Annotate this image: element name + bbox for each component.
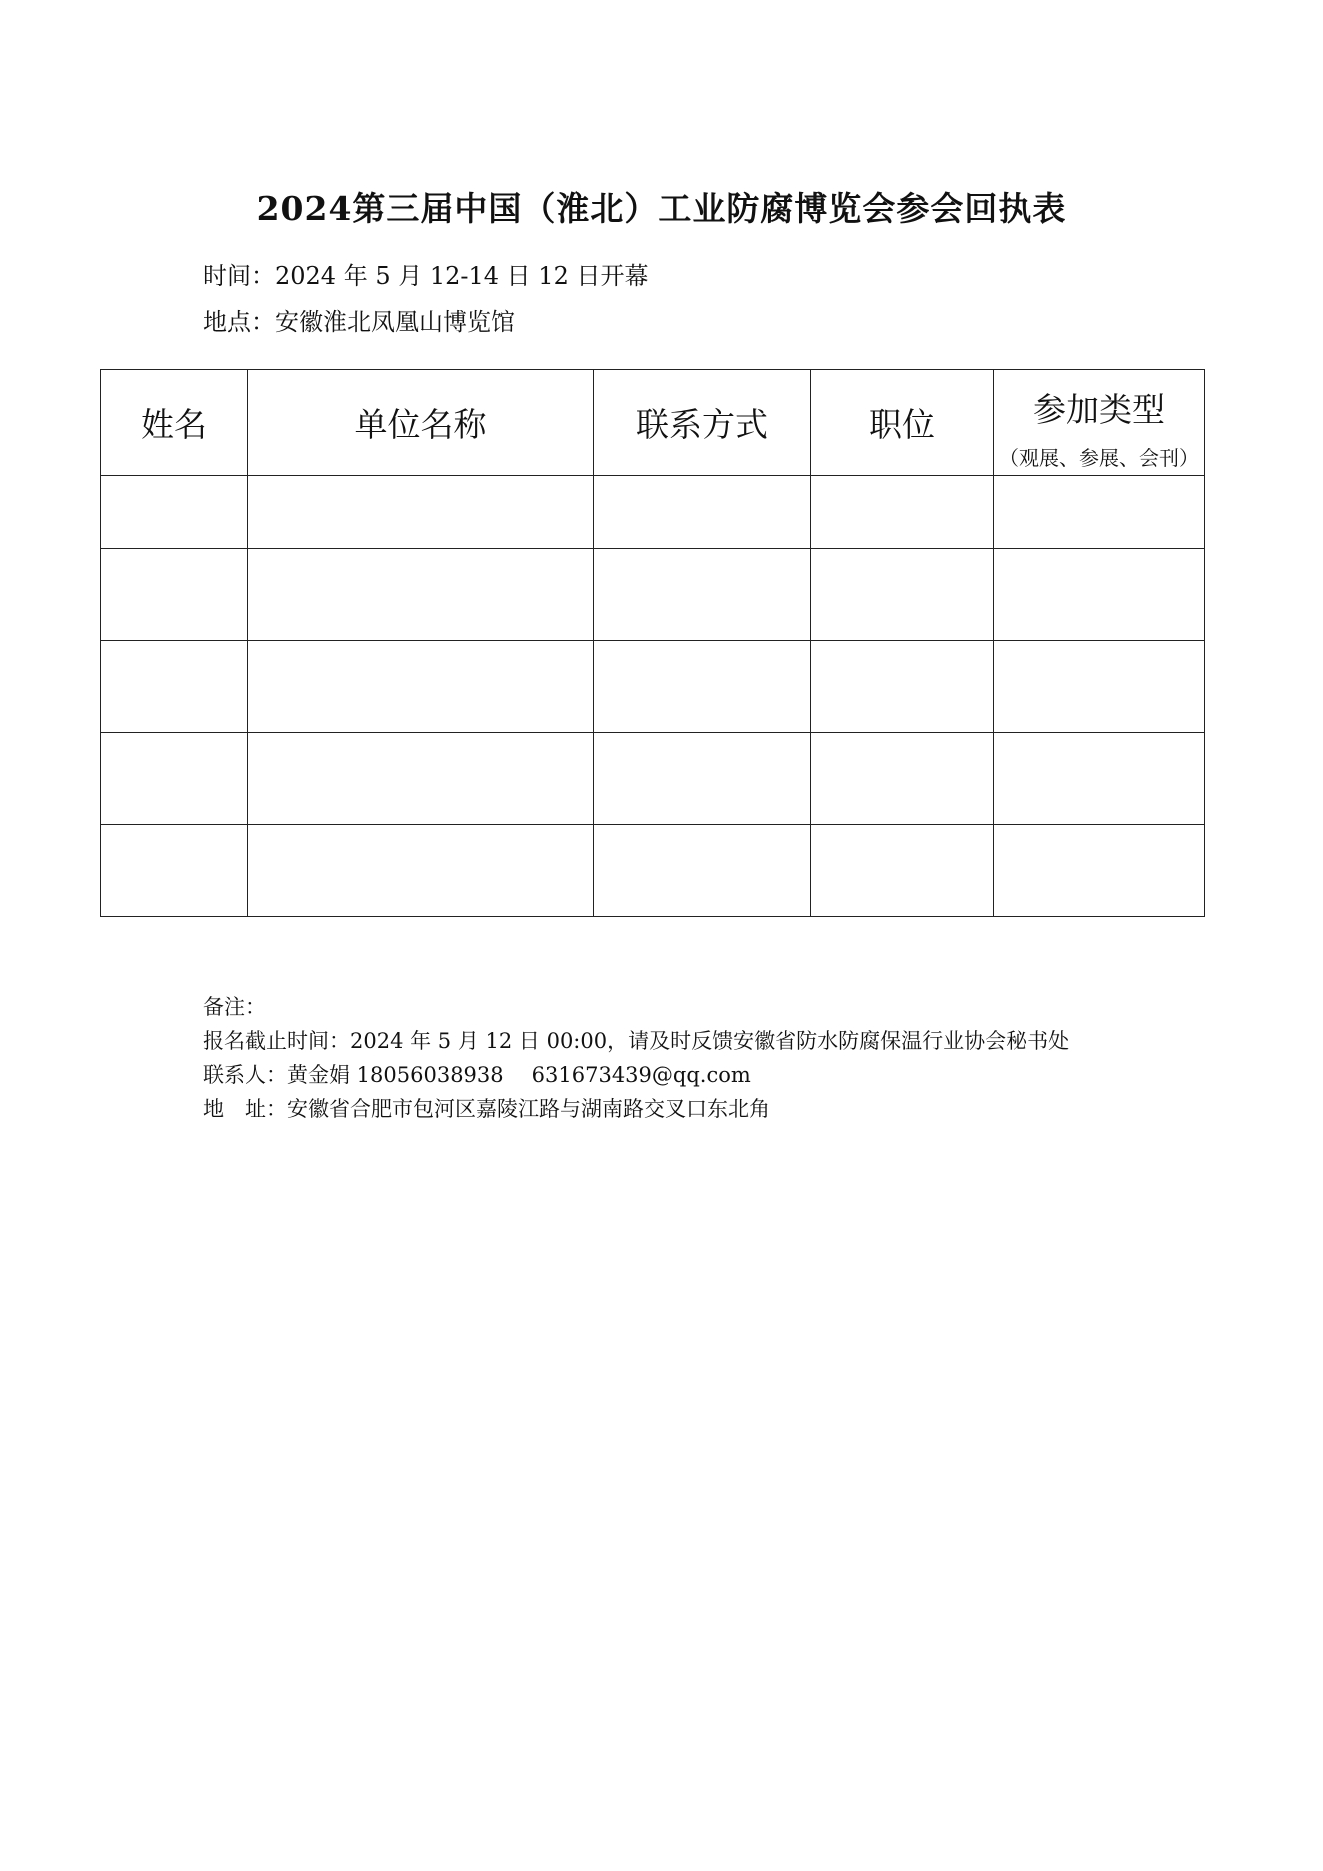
- cell-type[interactable]: [994, 733, 1205, 825]
- notes-section: [203, 990, 1069, 1126]
- cell-type[interactable]: [994, 641, 1205, 733]
- cell-contact[interactable]: [594, 733, 811, 825]
- header-type-label: 参加类型: [1033, 390, 1165, 429]
- cell-contact[interactable]: [594, 549, 811, 641]
- cell-type[interactable]: [994, 825, 1205, 917]
- cell-name[interactable]: [101, 825, 248, 917]
- cell-name[interactable]: [101, 549, 248, 641]
- table-row: [101, 549, 1205, 641]
- cell-type[interactable]: [994, 476, 1205, 549]
- table-header-row: [101, 370, 1205, 476]
- notes-deadline: 报名截止时间：2024 年 5 月 12 日 00:00，请及时反馈安徽省防水防腐保温行业协会秘书处: [203, 1029, 1070, 1053]
- registration-table: [100, 369, 1205, 917]
- cell-name[interactable]: [101, 641, 248, 733]
- table-row: [101, 641, 1205, 733]
- cell-name[interactable]: [101, 733, 248, 825]
- cell-contact[interactable]: [594, 476, 811, 549]
- notes-contact: [203, 1058, 1069, 1092]
- header-type: [994, 370, 1205, 476]
- event-time: 时间：2024 年 5 月 12-14 日 12 日开幕: [203, 262, 649, 290]
- notes-address: 地 址：安徽省合肥市包河区嘉陵江路与湖南路交叉口东北角: [203, 1097, 770, 1121]
- cell-unit[interactable]: [248, 825, 594, 917]
- notes-heading: 备注：: [203, 995, 266, 1019]
- table-row: [101, 476, 1205, 549]
- cell-type[interactable]: [994, 549, 1205, 641]
- contact-person: 联系人：黄金娟 18056038938: [203, 1063, 504, 1087]
- cell-unit[interactable]: [248, 733, 594, 825]
- cell-contact[interactable]: [594, 641, 811, 733]
- cell-position[interactable]: [811, 549, 994, 641]
- cell-position[interactable]: [811, 476, 994, 549]
- table-row: [101, 825, 1205, 917]
- header-contact: 联系方式: [594, 370, 811, 476]
- cell-position[interactable]: [811, 641, 994, 733]
- cell-contact[interactable]: [594, 825, 811, 917]
- cell-position[interactable]: [811, 733, 994, 825]
- header-name: 姓名: [101, 370, 248, 476]
- event-location: 地点：安徽淮北凤凰山博览馆: [203, 308, 515, 336]
- header-type-note: （观展、参展、会刊）: [999, 446, 1199, 470]
- header-unit: 单位名称: [248, 370, 594, 476]
- cell-position[interactable]: [811, 825, 994, 917]
- cell-unit[interactable]: [248, 641, 594, 733]
- page-title: 2024第三届中国（淮北）工业防腐博览会参会回执表: [256, 189, 1067, 228]
- header-position: 职位: [811, 370, 994, 476]
- contact-email[interactable]: 631673439@qq.com: [531, 1063, 751, 1087]
- cell-name[interactable]: [101, 476, 248, 549]
- table-row: [101, 733, 1205, 825]
- cell-unit[interactable]: [248, 549, 594, 641]
- cell-unit[interactable]: [248, 476, 594, 549]
